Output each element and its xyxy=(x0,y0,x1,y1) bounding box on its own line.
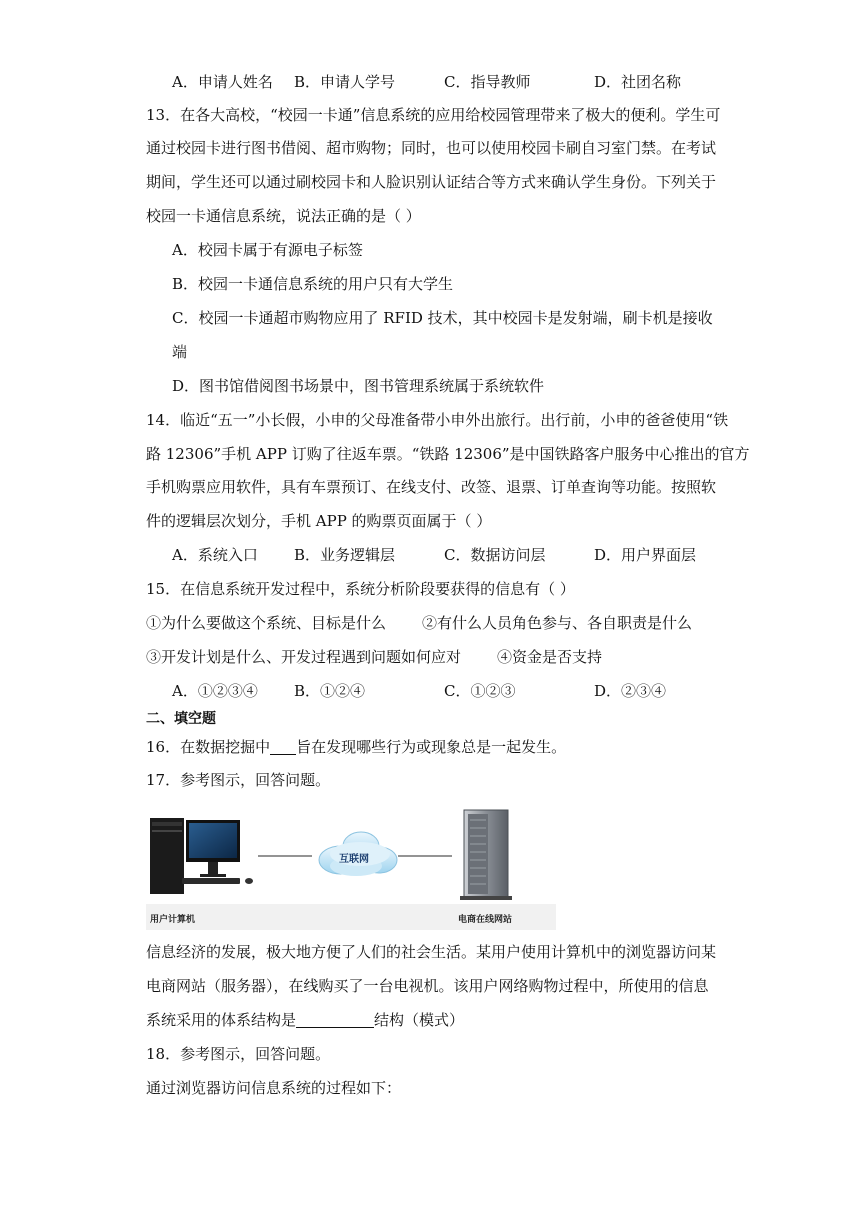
q17-stem: 17．参考图示，回答问题。 xyxy=(146,771,331,789)
q16-text-pre: 16．在数据挖掘中 xyxy=(146,738,271,756)
desktop-computer-icon xyxy=(150,818,253,894)
q17-text-post: 结构（模式） xyxy=(374,1011,465,1029)
q17-body-line-1: 信息经济的发展，极大地方便了人们的社会生活。某用户使用计算机中的浏览器访问某 xyxy=(146,943,717,961)
q14-option-c: C．数据访问层 xyxy=(444,546,546,564)
q16-text-post: 旨在发现哪些行为或现象总是一起发生。 xyxy=(296,738,567,756)
q12-option-b: B．申请人学号 xyxy=(294,73,396,91)
user-computer-caption: 用户计算机 xyxy=(150,915,196,925)
q13-option-c-line-2: 端 xyxy=(172,343,188,361)
q15-option-a: A．①②③④ xyxy=(172,682,258,700)
q15-option-b: B．①②④ xyxy=(294,682,366,700)
q13-option-b: B．校园一卡通信息系统的用户只有大学生 xyxy=(172,275,454,293)
q14-stem-line-2: 路 12306”手机 APP 订购了往返车票。“铁路 12306”是中国铁路客户服务中心推出的官方 xyxy=(146,445,750,463)
q17-body-line-2: 电商网站（服务器），在线购买了一台电视机。该用户网络购物过程中，所使用的信息 xyxy=(146,977,709,995)
q12-option-c: C．指导教师 xyxy=(444,73,531,91)
q13-option-c-line-1: C．校园一卡通超市购物应用了 RFID 技术，其中校园卡是发射端，刷卡机是接收 xyxy=(172,309,713,327)
q12-option-d: D．社团名称 xyxy=(594,73,682,91)
q14-option-d: D．用户界面层 xyxy=(594,546,697,564)
q13-stem-line-1: 13．在各大高校，“校园一卡通”信息系统的应用给校园管理带来了极大的便利。学生可 xyxy=(146,106,721,124)
q14-stem-line-1: 14．临近“五一”小长假，小申的父母准备带小申外出旅行。出行前，小申的爸爸使用“铁 xyxy=(146,411,729,429)
q12-option-a: A．申请人姓名 xyxy=(172,73,273,91)
q15-stem: 15．在信息系统开发过程中，系统分析阶段要获得的信息有（ ） xyxy=(146,580,575,598)
ecommerce-site-caption: 电商在线网站 xyxy=(458,915,513,925)
q14-stem-line-4: 件的逻辑层次划分，手机 APP 的购票页面属于（ ） xyxy=(146,512,492,530)
q13-stem-line-2: 通过校园卡进行图书借阅、超市购物；同时，也可以使用校园卡刷自习室门禁。在考试 xyxy=(146,139,717,157)
q15-item-4: ④资金是否支持 xyxy=(497,648,603,666)
q18-stem: 18．参考图示，回答问题。 xyxy=(146,1045,331,1063)
q15-option-d: D．②③④ xyxy=(594,682,667,700)
q17-body-line-3 xyxy=(146,1009,464,1031)
q15-item-2: ②有什么人员角色参与、各自职责是什么 xyxy=(422,614,693,632)
q18-body: 通过浏览器访问信息系统的过程如下： xyxy=(146,1079,402,1097)
network-diagram-figure xyxy=(146,808,556,930)
internet-cloud-label: 互联网 xyxy=(339,854,369,865)
q13-stem-line-4: 校园一卡通信息系统，说法正确的是（ ） xyxy=(146,207,421,225)
q14-option-b: B．业务逻辑层 xyxy=(294,546,396,564)
q17-blank[interactable] xyxy=(296,1011,374,1028)
q15-item-1: ①为什么要做这个系统、目标是什么 xyxy=(146,614,387,632)
server-tower-icon xyxy=(460,810,512,900)
q15-item-3: ③开发计划是什么、开发过程遇到问题如何应对 xyxy=(146,648,462,666)
q14-option-a: A．系统入口 xyxy=(172,546,258,564)
q17-text-pre: 系统采用的体系结构是 xyxy=(146,1011,297,1029)
q16-blank[interactable] xyxy=(270,738,296,755)
q16-line xyxy=(146,736,566,758)
section-fill-blank-heading: 二、填空题 xyxy=(146,711,216,727)
q13-option-d: D．图书馆借阅图书场景中，图书管理系统属于系统软件 xyxy=(172,377,545,395)
q13-option-a: A．校园卡属于有源电子标签 xyxy=(172,241,363,259)
q15-option-c: C．①②③ xyxy=(444,682,516,700)
q13-stem-line-3: 期间，学生还可以通过刷校园卡和人脸识别认证结合等方式来确认学生身份。下列关于 xyxy=(146,173,717,191)
q14-stem-line-3: 手机购票应用软件，具有车票预订、在线支付、改签、退票、订单查询等功能。按照软 xyxy=(146,478,717,496)
